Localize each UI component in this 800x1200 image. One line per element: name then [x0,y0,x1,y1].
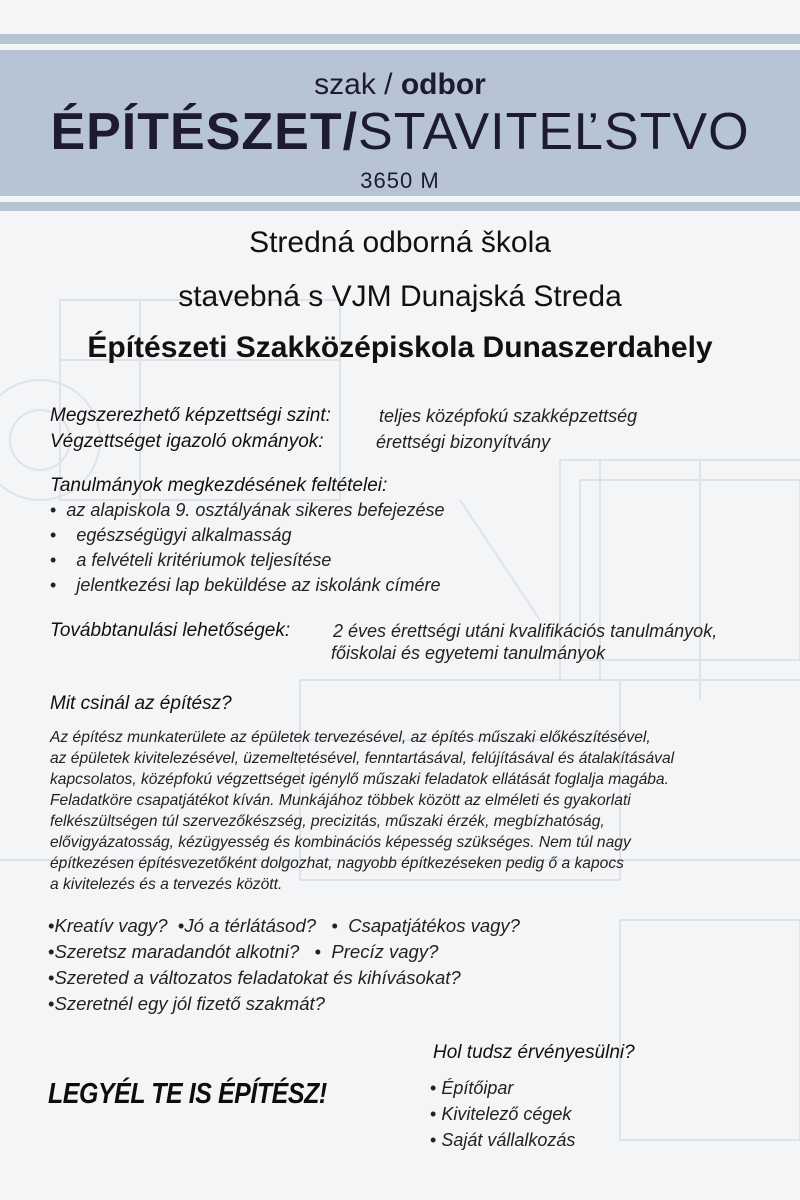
conditions-item [50,500,445,521]
further-study-value1: 2 éves érettségi utáni kvalifikációs tanulmányok, [333,621,718,641]
header-banner [0,50,800,196]
bullet-icon: • [48,967,55,988]
slogan: LEGYÉL TE IS ÉPÍTÉSZ! [48,1078,327,1110]
career-item [430,1130,575,1151]
question-text: Kreatív vagy? [54,915,168,936]
bullet-icon: • [430,1130,437,1150]
bullet-icon: • [50,500,57,520]
architect-heading: Mit csinál az építész? [50,693,232,714]
career-item [430,1104,571,1125]
architect-description [50,727,674,895]
career-text: Saját vállalkozás [441,1130,576,1150]
description-line: kapcsolatos, középfokú végzettséget igénylő műszaki feladatok ellátását foglalja magába. [50,771,669,788]
question-row [48,993,325,1015]
conditions-item [50,550,331,571]
conditions-item [50,575,441,596]
condition-text: a felvételi kritériumok teljesítése [76,550,332,570]
bullet-icon: • [50,525,57,545]
odbor-text: odbor [400,68,486,101]
question-text: Jó a térlátásod? [184,915,317,936]
title-hungarian: ÉPÍTÉSZET/ [50,103,359,161]
description-line: elővigyázatosság, kézügyesség és kombinációs képesség szükséges. Nem túl nagy [50,834,631,851]
school-name-line3: Építészeti Szakközépiskola Dunaszerdahely [87,331,713,364]
question-row [48,967,461,989]
bullet-icon: • [50,550,57,570]
description-line: az épületek kivitelezésével, üzemeltetésével, fenntartásával, felújításával és átalakításával [50,750,675,767]
qualification-level-value: teljes középfokú szakképzettség [379,406,638,426]
further-study-label: Továbbtanulási lehetőségek: [50,620,291,641]
condition-text: az alapiskola 9. osztályának sikeres befejezése [66,500,445,520]
school-name-line1: Stredná odborná škola [249,226,551,259]
szak-text: szak / [314,68,401,101]
qualification-level-label: Megszerezhető képzettségi szint: [50,405,331,426]
description-line: Az építész munkaterülete az épületek tervezésével, az építés műszaki előkészítésével, [50,729,651,746]
description-line: a kivitelezés és a tervezés között. [50,876,283,893]
school-name-line2: stavebná s VJM Dunajská Streda [178,280,622,313]
bullet-icon: • [48,941,55,962]
question-text: Szereted a változatos feladatokat és kihívásokat? [54,967,461,988]
field-label [0,68,800,102]
program-title [0,102,800,162]
title-slovak: STAVITEĽSTVO [358,103,750,161]
question-row [48,941,438,963]
further-study-value2: főiskolai és egyetemi tanulmányok [331,643,606,663]
question-row [48,915,520,937]
description-line: építkezésen építésvezetőként dolgozhat, nagyobb építkezéseken pedig ő a kapocs [50,855,624,872]
career-text: Építőipar [441,1078,514,1098]
top-stripe [0,34,800,44]
description-line: felkészültségen túl szervezőkészség, precizitás, műszaki érzék, megbízhatóság, [50,813,605,830]
condition-text: jelentkezési lap beküldése az iskolánk címére [76,575,441,595]
conditions-heading: Tanulmányok megkezdésének feltételei: [50,475,388,496]
question-text: Precíz vagy? [331,941,439,962]
certificate-label: Végzettséget igazoló okmányok: [50,431,324,452]
bottom-stripe [0,202,800,211]
bullet-icon: • [50,575,57,595]
bullet-icon: • [48,915,55,936]
bullet-icon: • [331,915,338,936]
bullet-icon: • [430,1078,437,1098]
program-code: 3650 M [360,168,440,193]
conditions-item [50,525,291,546]
question-text: Szeretnél egy jól fizető szakmát? [54,993,325,1014]
career-text: Kivitelező cégek [441,1104,572,1124]
bullet-icon: • [430,1104,437,1124]
question-text: Szeretsz maradandót alkotni? [54,941,300,962]
bullet-icon: • [314,941,322,962]
bullet-icon: • [177,915,185,936]
careers-heading: Hol tudsz érvényesülni? [433,1042,635,1063]
bullet-icon: • [48,993,55,1014]
condition-text: egészségügyi alkalmasság [76,525,292,545]
question-text: Csapatjátékos vagy? [348,915,520,936]
description-line: Feladatköre csapatjátékot kíván. Munkájához többek között az elméleti és gyakorlati [50,792,631,809]
career-item [430,1078,513,1099]
certificate-value: érettségi bizonyítvány [376,432,551,452]
